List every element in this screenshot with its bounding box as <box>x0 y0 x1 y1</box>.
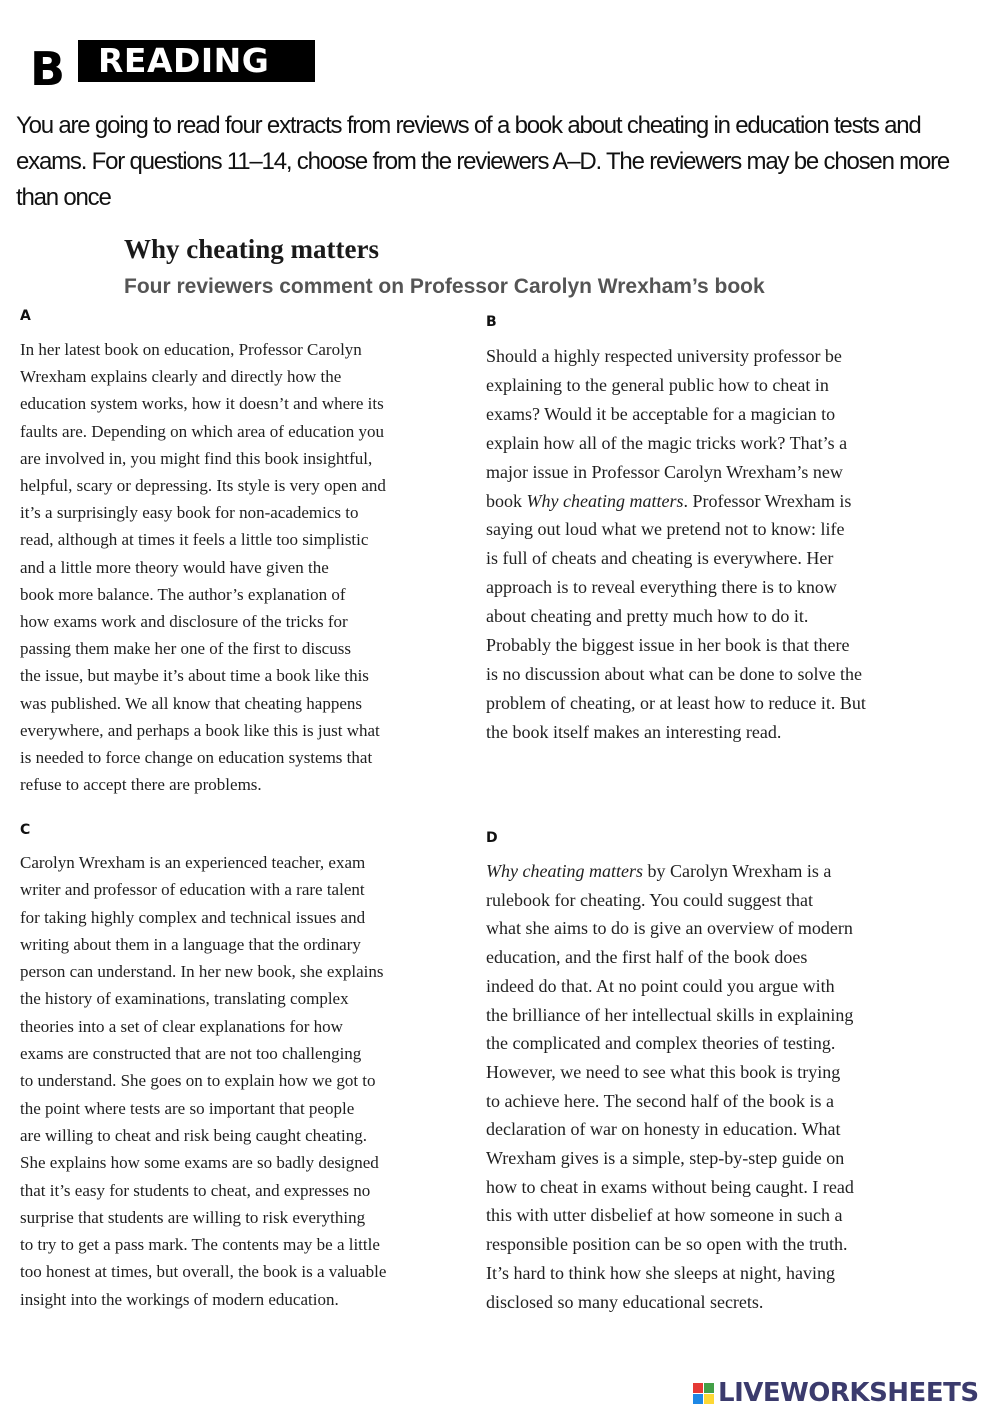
text-line: for taking highly complex and technical issues and <box>20 907 366 927</box>
text-line: to try to get a pass mark. The contents may be a little <box>20 1235 380 1255</box>
text-line: to understand. She goes on to explain how we got to <box>20 1071 376 1091</box>
text-line: passing them make her one of the first to discuss <box>20 639 351 659</box>
text-line: the book itself makes an interesting read. <box>486 721 782 742</box>
logo-square-green <box>704 1383 714 1393</box>
text-line: read, although at times it feels a little too simplistic <box>20 530 369 550</box>
text-line: She explains how some exams are so badly designed <box>20 1153 379 1173</box>
text-line: are willing to cheat and risk being caught cheating. <box>20 1125 367 1145</box>
instructions: You are going to read four extracts from reviews of a book about cheating in education tests and exams. For questions 11–14, choose from the reviewers A–D. The reviewers may be chosen more than once <box>16 112 950 211</box>
text-line: writing about them in a language that the ordinary <box>20 934 361 954</box>
text-line: problem of cheating, or at least how to reduce it. But <box>486 692 866 713</box>
logo-text: LIVEWORKSHEETS <box>718 1378 979 1408</box>
text-line: declaration of war on honesty in education. What <box>486 1119 841 1140</box>
text-line: the history of examinations, translating complex <box>20 989 349 1009</box>
text-line: exams are constructed that are not too challenging <box>20 1044 362 1064</box>
text-line: surprise that students are willing to risk everything <box>20 1207 366 1227</box>
text-line: exams? Would it be acceptable for a magician to <box>486 403 836 424</box>
text-line: saying out loud what we pretend not to know: life <box>486 519 845 540</box>
review-b-letter: B <box>486 314 497 330</box>
text-line: how to cheat in exams without being caught. I read <box>486 1176 854 1197</box>
text-line: theories into a set of clear explanations for how <box>20 1016 343 1036</box>
text-line: how exams work and disclosure of the tricks for <box>20 612 348 632</box>
text-line: to achieve here. The second half of the book is a <box>486 1090 835 1111</box>
text-line: education, and the first half of the book does <box>486 947 808 968</box>
text-line: Should a highly respected university professor be <box>486 346 842 366</box>
text-line: that it’s easy for students to cheat, and expresses no <box>20 1180 371 1200</box>
text-line: major issue in Professor Carolyn Wrexham’s new <box>486 461 843 482</box>
review-b-text <box>486 342 866 747</box>
review-a-text <box>20 336 386 798</box>
text-line: However, we need to see what this book is trying <box>486 1061 841 1082</box>
text-line: what she aims to do is give an overview of modern <box>486 918 853 939</box>
text-line: Why cheating matters by Carolyn Wrexham is a <box>486 861 832 881</box>
text-line: responsible position can be so open with the truth. <box>486 1234 848 1255</box>
text-line: the brilliance of her intellectual skills in explaining <box>486 1004 854 1025</box>
text-line: about cheating and pretty much how to do it. <box>486 606 809 627</box>
text-line: explaining to the general public how to cheat in <box>486 374 829 395</box>
liveworksheets-logo[interactable] <box>693 1376 993 1410</box>
text-line: helpful, scary or depressing. Its style is very open and <box>20 476 386 496</box>
review-c-letter: C <box>20 822 31 838</box>
article-subtitle: Four reviewers comment on Professor Carolyn Wrexham’s book <box>124 275 765 298</box>
logo-square-blue <box>693 1394 703 1404</box>
text-line: everywhere, and perhaps a book like this is just what <box>20 720 380 740</box>
text-line: Carolyn Wrexham is an experienced teacher, exam <box>20 853 366 872</box>
text-line: it’s a surprisingly easy book for non-academics to <box>20 503 359 523</box>
text-line: book Why cheating matters. Professor Wrexham is <box>486 490 852 511</box>
text-line: and a little more theory would have given the <box>20 557 329 577</box>
text-line: Probably the biggest issue in her book is that there <box>486 635 850 656</box>
liveworksheets-icon <box>693 1383 714 1404</box>
text-line: disclosed so many educational secrets. <box>486 1291 764 1312</box>
text-line: this with utter disbelief at how someone in such a <box>486 1205 843 1226</box>
text-line: the complicated and complex theories of testing. <box>486 1033 836 1054</box>
text-line: are involved in, you might find this book insightful, <box>20 448 373 468</box>
text-line: insight into the workings of modern education. <box>20 1289 339 1309</box>
text-line: is needed to force change on education systems that <box>20 748 373 768</box>
text-line: It’s hard to think how she sleeps at night, having <box>486 1262 835 1283</box>
text-line: person can understand. In her new book, she explains <box>20 962 384 982</box>
logo-square-red <box>693 1383 703 1393</box>
review-d-text <box>486 857 854 1316</box>
text-line: approach is to reveal everything there is to know <box>486 577 837 598</box>
text-line: refuse to accept there are problems. <box>20 775 262 795</box>
review-d-letter: D <box>486 830 498 846</box>
text-line: In her latest book on education, Professor Carolyn <box>20 340 362 359</box>
text-line: the point where tests are so important that people <box>20 1098 355 1118</box>
text-line: is no discussion about what can be done to solve the <box>486 663 862 684</box>
review-c-text <box>20 849 386 1313</box>
text-line: faults are. Depending on which area of education you <box>20 421 384 441</box>
text-line: explain how all of the magic tricks work? That’s a <box>486 432 848 453</box>
section-letter: B <box>30 42 66 96</box>
text-line: education system works, how it doesn’t and where its <box>20 394 384 414</box>
text-line: Wrexham explains clearly and directly how the <box>20 367 342 387</box>
logo-square-yellow <box>704 1394 714 1404</box>
text-line: too honest at times, but overall, the book is a valuable <box>20 1262 387 1282</box>
article-title: Why cheating matters <box>124 234 379 264</box>
text-line: indeed do that. At no point could you argue with <box>486 975 835 996</box>
text-line: the issue, but maybe it’s about time a book like this <box>20 666 369 686</box>
text-line: rulebook for cheating. You could suggest that <box>486 889 813 910</box>
text-line: was published. We all know that cheating happens <box>20 693 363 713</box>
text-line: Wrexham gives is a simple, step-by-step guide on <box>486 1148 845 1169</box>
text-line: is full of cheats and cheating is everywhere. Her <box>486 548 834 569</box>
text-line: writer and professor of education with a rare talent <box>20 880 365 900</box>
review-a-letter: A <box>20 308 31 324</box>
section-banner: READING <box>78 40 315 82</box>
text-line: book more balance. The author’s explanation of <box>20 584 346 604</box>
